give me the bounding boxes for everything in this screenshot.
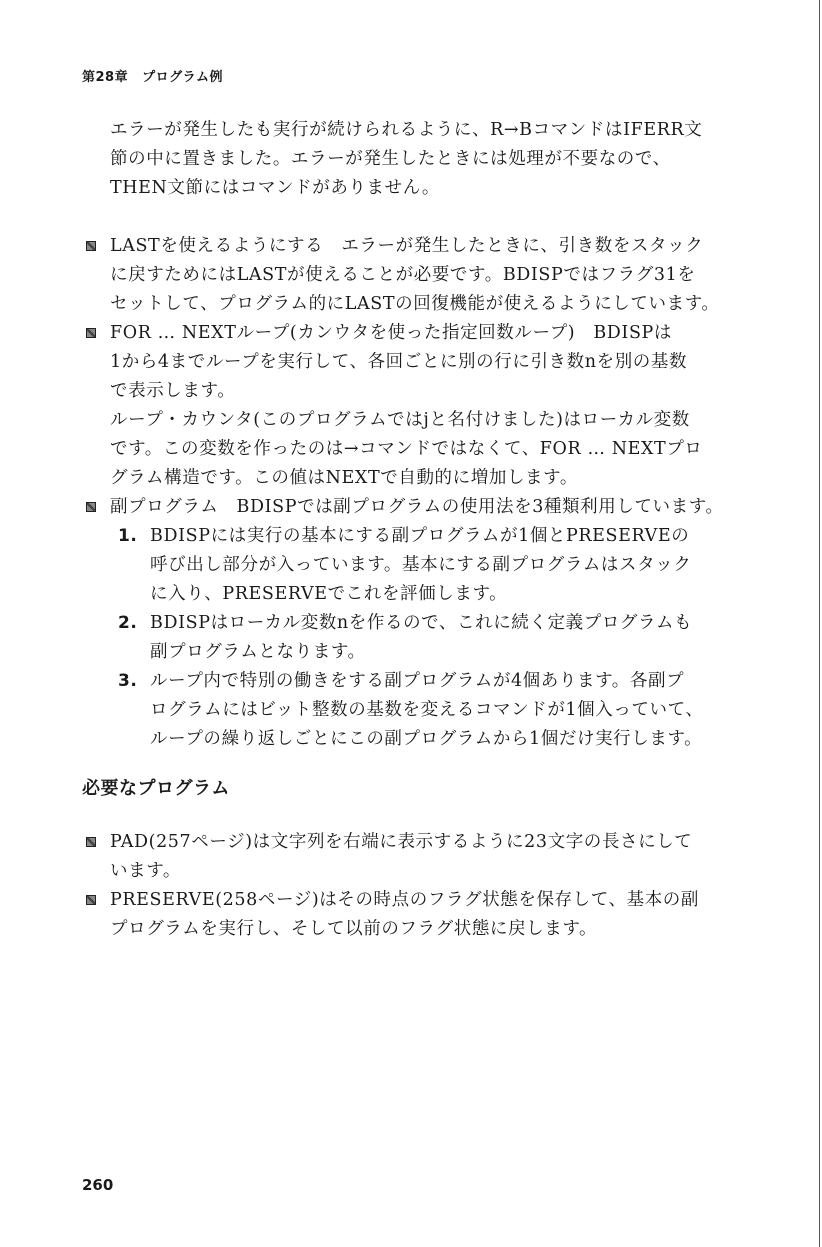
text-line: FOR … NEXTループ(カンウタを使った指定回数ループ) BDISPは	[110, 323, 673, 343]
text-line: 副プログラムとなります。	[150, 642, 366, 662]
bullet-square-icon	[86, 895, 96, 905]
bullet-square-icon	[86, 241, 96, 251]
text-line: グラム構造です。この値はNEXTで自動的に増加します。	[110, 468, 578, 488]
text-line: ループ内で特別の働きをする副プログラムが4個あります。各副プ	[150, 671, 685, 691]
text-line: 節の中に置きました。エラーが発生したときには処理が不要なので、	[110, 149, 671, 169]
bullet-item-last	[84, 232, 724, 319]
text-line: LASTを使えるようにする エラーが発生したときに、引き数をスタック	[110, 236, 704, 256]
numbered-item	[110, 609, 724, 667]
chapter-number: 第28章	[82, 70, 129, 85]
text-line: ループ・カウンタ(このプログラムではjと名付けました)はローカル変数	[110, 410, 690, 430]
numbered-item	[110, 522, 724, 609]
text-line: セットして、プログラム的にLASTの回復機能が使えるようにしています。	[110, 294, 720, 314]
bullet-item-preserve	[84, 886, 699, 944]
text-line: エラーが発生したも実行が続けられるように、R→BコマンドはIFERR文	[110, 120, 703, 140]
text-line: います。	[110, 861, 181, 881]
page-edge-line	[819, 0, 820, 1247]
item-number: 2.	[118, 613, 138, 633]
required-programs-list	[84, 828, 699, 944]
page-number: 260	[82, 1176, 114, 1194]
text-line: THEN文節にはコマンドがありません。	[110, 178, 440, 198]
text-line: BDISPには実行の基本にする副プログラムが1個とPRESERVEの	[150, 526, 690, 546]
numbered-item	[110, 667, 724, 754]
text-line: 1から4までループを実行して、各回ごとに別の行に引き数nを別の基数	[110, 352, 688, 372]
bullet-square-icon	[86, 328, 96, 338]
bullet-item-subprograms	[84, 493, 724, 754]
text-line: PRESERVE(258ページ)はその時点のフラグ状態を保存して、基本の副	[110, 890, 700, 910]
text-line: ログラムにはビット整数の基数を変えるコマンドが1個入っていて、	[150, 700, 704, 720]
section-heading: 必要なプログラム	[82, 778, 230, 799]
text-line: BDISPはローカル変数nを作るので、これに続く定義プログラムも	[150, 613, 693, 633]
chapter-title: プログラム例	[142, 70, 223, 85]
text-line: で表示します。	[110, 381, 236, 401]
text-line: です。この変数を作ったのは→コマンドではなくて、FOR … NEXTプロ	[110, 439, 703, 459]
text-line: ループの繰り返しごとにこの副プログラムから1個だけ実行します。	[150, 729, 703, 749]
subprogram-numbered-list	[110, 522, 724, 754]
bullet-item-for-next	[84, 319, 724, 493]
text-line: PAD(257ページ)は文字列を右端に表示するように23文字の長さにして	[110, 832, 693, 852]
text-line: 呼び出し部分が入っています。基本にする副プログラムはスタック	[150, 555, 692, 575]
text-line: に戻すためにはLASTが使えることが必要です。BDISPではフラグ31を	[110, 265, 696, 285]
bullet-item-pad	[84, 828, 699, 886]
running-header	[82, 66, 223, 85]
bullet-square-icon	[86, 502, 96, 512]
feature-bullet-list	[84, 232, 724, 754]
text-line: 副プログラム BDISPでは副プログラムの使用法を3種類利用しています。	[110, 497, 724, 517]
text-line: に入り、PRESERVEでこれを評価します。	[150, 584, 508, 604]
text-line: プログラムを実行し、そして以前のフラグ状態に戻します。	[110, 919, 598, 939]
item-number: 3.	[118, 671, 138, 691]
item-number: 1.	[118, 526, 138, 546]
intro-paragraph	[110, 116, 702, 203]
bullet-square-icon	[86, 837, 96, 847]
